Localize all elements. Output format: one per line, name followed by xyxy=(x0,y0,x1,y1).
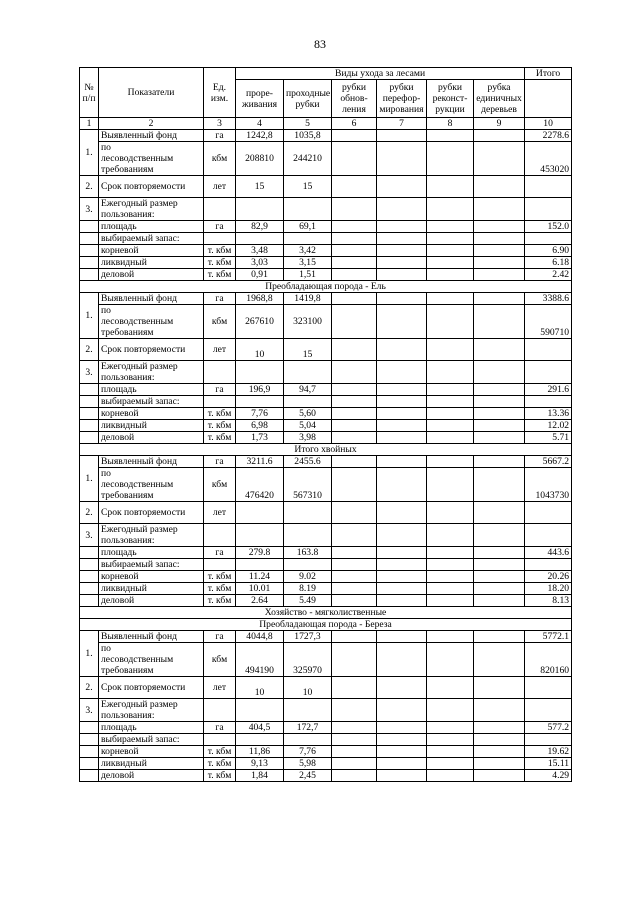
fund-label: Выявленный фонд xyxy=(99,456,204,468)
period-label: Срок повторяемости xyxy=(99,176,204,198)
unit-tkbm: т. кбм xyxy=(204,770,236,782)
liquid-passage: 8.19 xyxy=(284,583,332,595)
header-type-reconstruction: рубки реконст-рукции xyxy=(427,80,474,118)
unit-tkbm: т. кбм xyxy=(204,408,236,420)
fund-ha-passage: 2455.6 xyxy=(284,456,332,468)
business-thinning: 1,73 xyxy=(236,432,284,444)
fund-kbm-passage: 567310 xyxy=(284,468,332,502)
period-label: Срок повторяемости xyxy=(99,502,204,524)
period-passage xyxy=(284,502,332,524)
liquid-label: ликвидный xyxy=(99,583,204,595)
unit-tkbm: т. кбм xyxy=(204,269,236,281)
period-passage: 15 xyxy=(284,339,332,361)
business-thinning: 0,91 xyxy=(236,269,284,281)
area-thinning: 82,9 xyxy=(236,221,284,233)
fund-ha-total: 5667.2 xyxy=(525,456,572,468)
area-thinning: 279.8 xyxy=(236,547,284,559)
fund-label: Выявленный фонд xyxy=(99,130,204,142)
fund-label-cont: по лесоводственным требованиям xyxy=(99,468,204,502)
unit-ha: га xyxy=(204,631,236,643)
unit-years: лет xyxy=(204,176,236,198)
unit-kbm: кбм xyxy=(204,305,236,339)
business-total: 2.42 xyxy=(525,269,572,281)
area-total: 443.6 xyxy=(525,547,572,559)
header-care-types: Виды ухода за лесами xyxy=(236,68,525,80)
stock-label: выбираемый запас: xyxy=(99,734,204,746)
business-total: 5.71 xyxy=(525,432,572,444)
area-total: 291.6 xyxy=(525,384,572,396)
unit-ha: га xyxy=(204,221,236,233)
unit-ha: га xyxy=(204,130,236,142)
root-passage: 7,76 xyxy=(284,746,332,758)
annual-label: Ежегодный размер пользования: xyxy=(99,198,204,221)
section-title: Итого хвойных xyxy=(80,444,572,456)
fund-kbm-passage: 244210 xyxy=(284,142,332,176)
unit-tkbm: т. кбм xyxy=(204,746,236,758)
liquid-label: ликвидный xyxy=(99,420,204,432)
page-number: 83 xyxy=(314,37,326,51)
fund-ha-thinning: 1242,8 xyxy=(236,130,284,142)
area-label: площадь xyxy=(99,722,204,734)
business-passage: 2,45 xyxy=(284,770,332,782)
unit-years: лет xyxy=(204,339,236,361)
business-label: деловой xyxy=(99,432,204,444)
period-thinning xyxy=(236,502,284,524)
header-type-passage: проходные рубки xyxy=(284,80,332,118)
liquid-thinning: 9,13 xyxy=(236,758,284,770)
root-total: 19.62 xyxy=(525,746,572,758)
row-number: 1. xyxy=(80,631,99,677)
business-label: деловой xyxy=(99,269,204,281)
root-total: 20.26 xyxy=(525,571,572,583)
business-passage: 1,51 xyxy=(284,269,332,281)
root-passage: 9.02 xyxy=(284,571,332,583)
stock-label: выбираемый запас: xyxy=(99,396,204,408)
header-indicators: Показатели xyxy=(99,68,204,118)
header-type-single-trees: рубка единичных деревьев xyxy=(474,80,525,118)
unit-tkbm: т. кбм xyxy=(204,245,236,257)
col-number: 1 xyxy=(80,118,99,130)
liquid-passage: 5,04 xyxy=(284,420,332,432)
header-type-renewal: рубки обнов-ления xyxy=(332,80,377,118)
period-thinning: 10 xyxy=(236,339,284,361)
area-label: площадь xyxy=(99,547,204,559)
unit-ha: га xyxy=(204,722,236,734)
area-passage: 69,1 xyxy=(284,221,332,233)
business-passage: 5.49 xyxy=(284,595,332,607)
period-thinning: 10 xyxy=(236,677,284,699)
col-number: 8 xyxy=(427,118,474,130)
root-total: 6.90 xyxy=(525,245,572,257)
col-number: 10 xyxy=(525,118,572,130)
business-label: деловой xyxy=(99,595,204,607)
business-thinning: 1,84 xyxy=(236,770,284,782)
unit-ha: га xyxy=(204,293,236,305)
liquid-total: 6.18 xyxy=(525,257,572,269)
fund-kbm-total: 453020 xyxy=(525,142,572,176)
period-label: Срок повторяемости xyxy=(99,677,204,699)
root-label: корневой xyxy=(99,746,204,758)
area-passage: 163.8 xyxy=(284,547,332,559)
area-label: площадь xyxy=(99,221,204,233)
liquid-total: 12.02 xyxy=(525,420,572,432)
header-type-reform: рубки перефор-мирования xyxy=(377,80,427,118)
row-number: 3. xyxy=(80,361,99,384)
fund-label: Выявленный фонд xyxy=(99,631,204,643)
business-thinning: 2.64 xyxy=(236,595,284,607)
fund-kbm-thinning: 494190 xyxy=(236,643,284,677)
fund-kbm-passage: 323100 xyxy=(284,305,332,339)
period-passage: 10 xyxy=(284,677,332,699)
root-thinning: 7,76 xyxy=(236,408,284,420)
fund-ha-total: 5772.1 xyxy=(525,631,572,643)
col-number: 9 xyxy=(474,118,525,130)
root-label: корневой xyxy=(99,245,204,257)
unit-kbm: кбм xyxy=(204,468,236,502)
row-number: 2. xyxy=(80,339,99,361)
area-thinning: 196,9 xyxy=(236,384,284,396)
row-number: 1. xyxy=(80,130,99,176)
business-total: 4.29 xyxy=(525,770,572,782)
annual-label: Ежегодный размер пользования: xyxy=(99,699,204,722)
header-total: Итого xyxy=(525,68,572,80)
annual-label: Ежегодный размер пользования: xyxy=(99,361,204,384)
col-number: 3 xyxy=(204,118,236,130)
liquid-passage: 5,98 xyxy=(284,758,332,770)
fund-kbm-thinning: 267610 xyxy=(236,305,284,339)
fund-kbm-thinning: 208810 xyxy=(236,142,284,176)
row-number: 2. xyxy=(80,677,99,699)
col-number: 2 xyxy=(99,118,204,130)
liquid-label: ликвидный xyxy=(99,257,204,269)
row-number: 3. xyxy=(80,699,99,722)
liquid-label: ликвидный xyxy=(99,758,204,770)
fund-kbm-total: 590710 xyxy=(525,305,572,339)
unit-ha: га xyxy=(204,384,236,396)
liquid-total: 15.11 xyxy=(525,758,572,770)
unit-kbm: кбм xyxy=(204,142,236,176)
liquid-thinning: 3,03 xyxy=(236,257,284,269)
root-thinning: 11,86 xyxy=(236,746,284,758)
row-number: 1. xyxy=(80,456,99,502)
col-number: 5 xyxy=(284,118,332,130)
fund-ha-passage: 1727,3 xyxy=(284,631,332,643)
col-number: 7 xyxy=(377,118,427,130)
fund-ha-total: 2278.6 xyxy=(525,130,572,142)
business-total: 8.13 xyxy=(525,595,572,607)
fund-ha-passage: 1419,8 xyxy=(284,293,332,305)
fund-kbm-total: 820160 xyxy=(525,643,572,677)
col-number: 6 xyxy=(332,118,377,130)
fund-label-cont: по лесоводственным требованиям xyxy=(99,305,204,339)
business-passage: 3,98 xyxy=(284,432,332,444)
area-total: 577.2 xyxy=(525,722,572,734)
unit-tkbm: т. кбм xyxy=(204,758,236,770)
row-number: 1. xyxy=(80,293,99,339)
col-number: 4 xyxy=(236,118,284,130)
unit-kbm: кбм xyxy=(204,643,236,677)
unit-tkbm: т. кбм xyxy=(204,257,236,269)
header-type-thinning: проре-живания xyxy=(236,80,284,118)
root-thinning: 11.24 xyxy=(236,571,284,583)
unit-ha: га xyxy=(204,456,236,468)
unit-tkbm: т. кбм xyxy=(204,420,236,432)
area-passage: 172,7 xyxy=(284,722,332,734)
stock-label: выбираемый запас: xyxy=(99,559,204,571)
root-total: 13.36 xyxy=(525,408,572,420)
unit-tkbm: т. кбм xyxy=(204,432,236,444)
row-number: 2. xyxy=(80,502,99,524)
root-label: корневой xyxy=(99,408,204,420)
liquid-thinning: 10.01 xyxy=(236,583,284,595)
header-unit: Ед. изм. xyxy=(204,68,236,118)
section-title: Хозяйство - мягколиственные xyxy=(80,607,572,619)
unit-years: лет xyxy=(204,677,236,699)
fund-ha-thinning: 1968,8 xyxy=(236,293,284,305)
unit-tkbm: т. кбм xyxy=(204,571,236,583)
root-thinning: 3,48 xyxy=(236,245,284,257)
liquid-total: 18.20 xyxy=(525,583,572,595)
period-label: Срок повторяемости xyxy=(99,339,204,361)
period-passage: 15 xyxy=(284,176,332,198)
area-thinning: 404,5 xyxy=(236,722,284,734)
unit-years: лет xyxy=(204,502,236,524)
fund-ha-thinning: 4044,8 xyxy=(236,631,284,643)
fund-label: Выявленный фонд xyxy=(99,293,204,305)
row-number: 3. xyxy=(80,524,99,547)
period-thinning: 15 xyxy=(236,176,284,198)
row-number: 3. xyxy=(80,198,99,221)
area-label: площадь xyxy=(99,384,204,396)
section-title: Преобладающая порода - Ель xyxy=(80,281,572,293)
fund-kbm-total: 1043730 xyxy=(525,468,572,502)
section-title: Преобладающая порода - Береза xyxy=(80,619,572,631)
header-no: № п/п xyxy=(80,68,99,118)
root-passage: 3,42 xyxy=(284,245,332,257)
liquid-thinning: 6,98 xyxy=(236,420,284,432)
unit-ha: га xyxy=(204,547,236,559)
fund-ha-thinning: 3211.6 xyxy=(236,456,284,468)
fund-ha-total: 3388.6 xyxy=(525,293,572,305)
root-label: корневой xyxy=(99,571,204,583)
liquid-passage: 3,15 xyxy=(284,257,332,269)
fund-kbm-passage: 325970 xyxy=(284,643,332,677)
area-total: 152.0 xyxy=(525,221,572,233)
fund-ha-passage: 1035,8 xyxy=(284,130,332,142)
annual-label: Ежегодный размер пользования: xyxy=(99,524,204,547)
unit-tkbm: т. кбм xyxy=(204,583,236,595)
stock-label: выбираемый запас: xyxy=(99,233,204,245)
root-passage: 5,60 xyxy=(284,408,332,420)
fund-label-cont: по лесоводственным требованиям xyxy=(99,643,204,677)
row-number: 2. xyxy=(80,176,99,198)
unit-tkbm: т. кбм xyxy=(204,595,236,607)
business-label: деловой xyxy=(99,770,204,782)
forest-care-table xyxy=(79,67,572,782)
fund-label-cont: по лесоводственным требованиям xyxy=(99,142,204,176)
area-passage: 94,7 xyxy=(284,384,332,396)
fund-kbm-thinning: 476420 xyxy=(236,468,284,502)
